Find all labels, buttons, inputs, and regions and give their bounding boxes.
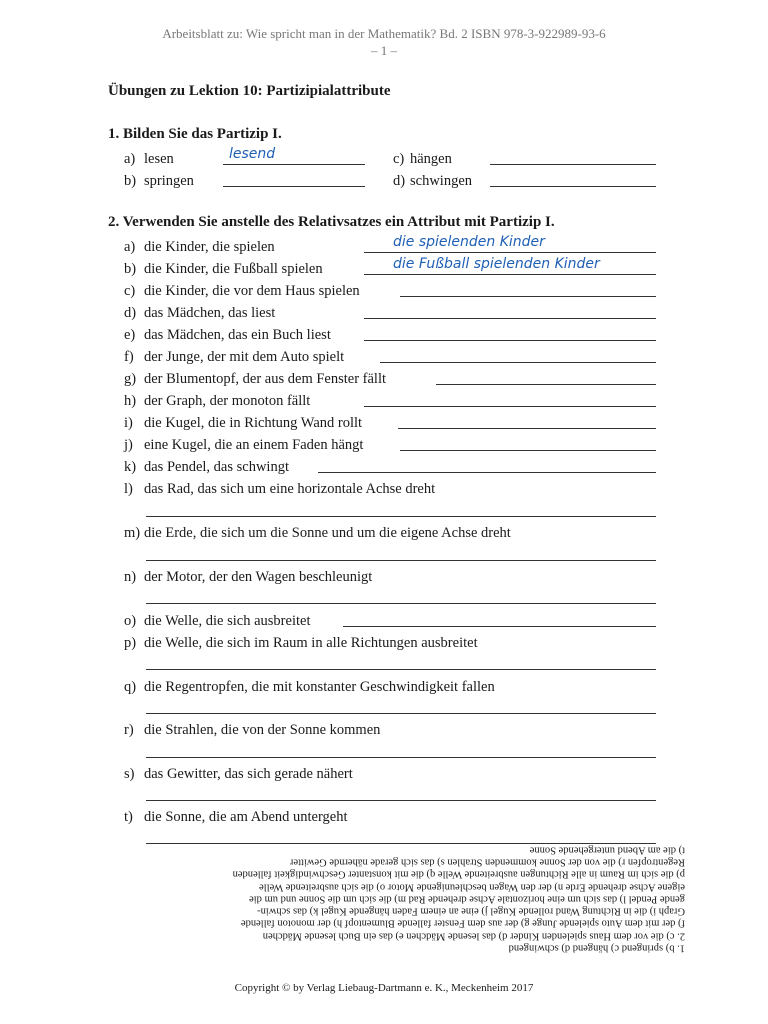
s2-item-p <box>124 634 478 652</box>
s2-item-e <box>124 326 331 344</box>
item-text: die Kinder, die spielen <box>144 239 275 255</box>
answer-line[interactable] <box>343 626 656 627</box>
item-label: b) <box>124 261 137 277</box>
answer-line[interactable] <box>364 340 656 341</box>
answer-key-line: f) der mit dem Auto spielende Junge g) der aus dem Fenster fallende Blumentopf h) der monoton fallende <box>240 918 685 930</box>
document-header <box>0 25 768 59</box>
answer-line[interactable] <box>364 318 656 319</box>
answer-line[interactable] <box>364 274 656 275</box>
answer-line[interactable] <box>146 757 656 758</box>
answer-line[interactable] <box>146 669 656 670</box>
item-text: das Mädchen, das ein Buch liest <box>144 327 331 343</box>
item-label: r) <box>124 722 134 738</box>
item-label: c) <box>124 283 136 299</box>
answer-line[interactable] <box>223 186 365 187</box>
s1-item-d <box>393 172 473 190</box>
item-text: das Rad, das sich um eine horizontale Achse dreht <box>144 481 436 497</box>
item-text: springen <box>144 173 194 189</box>
item-text: das Mädchen, das liest <box>144 305 276 321</box>
handwritten-answer: die spielenden Kinder <box>393 234 545 250</box>
item-label: i) <box>124 415 133 431</box>
item-label: k) <box>124 459 137 475</box>
answer-line[interactable] <box>146 516 656 517</box>
copyright-footer: Copyright © by Verlag Liebaug-Dartmann e. K., Meckenheim 2017 <box>234 982 534 994</box>
item-text: der Junge, der mit dem Auto spielt <box>144 349 345 365</box>
s2-item-j <box>124 436 364 454</box>
s2-item-b <box>124 260 323 278</box>
s2-item-s <box>124 765 353 783</box>
s2-item-m <box>124 524 511 542</box>
item-label: c) <box>393 151 405 167</box>
item-label: f) <box>124 349 134 365</box>
s2-item-o <box>124 612 311 630</box>
item-text: der Blumentopf, der aus dem Fenster fällt <box>144 371 387 387</box>
s2-item-r <box>124 721 381 739</box>
answer-line[interactable] <box>400 296 656 297</box>
s1-item-c <box>393 150 452 168</box>
answer-key-line: Graph i) die in Richtung Wand rollende Kugel j) eine an einem Faden hängende Kugel k) das schwin- <box>257 905 685 917</box>
s2-item-c <box>124 282 360 300</box>
item-text: das Gewitter, das sich gerade nähert <box>144 766 353 782</box>
section1-heading: 1. Bilden Sie das Partizip I. <box>108 126 282 142</box>
page-title: Übungen zu Lektion 10: Partizipialattribute <box>108 83 391 99</box>
s2-item-f <box>124 348 345 366</box>
item-label: o) <box>124 613 137 629</box>
item-text: lesen <box>144 151 174 167</box>
answer-key-line: Regentropfen r) die von der Sonne kommenden Strahlen s) das sich gerade nähernde Gewitter <box>289 856 685 868</box>
s2-item-i <box>124 414 363 432</box>
answer-line[interactable] <box>146 603 656 604</box>
s2-item-a <box>124 238 275 256</box>
item-label: d) <box>393 173 406 189</box>
answer-line[interactable] <box>380 362 656 363</box>
answer-key-line: t) die am Abend untergehende Sonne <box>529 844 685 856</box>
answer-line[interactable] <box>146 713 656 714</box>
answer-line[interactable] <box>400 450 656 451</box>
item-label: a) <box>124 151 136 167</box>
s2-item-h <box>124 392 311 410</box>
item-label: n) <box>124 569 137 585</box>
item-text: der Graph, der monoton fällt <box>144 393 311 409</box>
item-text: die Welle, die sich ausbreitet <box>144 613 311 629</box>
item-text: die Regentropfen, die mit konstanter Geschwindigkeit fallen <box>144 679 495 695</box>
item-text: eine Kugel, die an einem Faden hängt <box>144 437 364 453</box>
s2-item-t <box>124 808 348 826</box>
item-text: schwingen <box>410 173 473 189</box>
item-text: die Kinder, die Fußball spielen <box>144 261 323 277</box>
answer-key-line: 2. c) die vor dem Haus spielenden Kinder d) das lesende Mädchen e) das ein Buch lesende Mädchen <box>262 930 685 942</box>
item-text: die Welle, die sich im Raum in alle Richtungen ausbreitet <box>144 635 478 651</box>
handwritten-answer: lesend <box>229 146 276 162</box>
item-text: die Kugel, die in Richtung Wand rollt <box>144 415 363 431</box>
header-source: Arbeitsblatt zu: Wie spricht man in der Mathematik? Bd. 2 ISBN 978-3-922989-93-6 <box>162 26 606 41</box>
section2-heading: 2. Verwenden Sie anstelle des Relativsatzes ein Attribut mit Partizip I. <box>108 214 555 230</box>
s2-item-g <box>124 370 387 388</box>
item-label: s) <box>124 766 135 782</box>
item-label: t) <box>124 809 133 825</box>
answer-key-line: eigene Achse drehende Erde n) der den Wagen beschleunigende Motor o) die sich ausbreitende Welle <box>259 881 685 893</box>
s1-item-a <box>124 150 174 168</box>
item-label: d) <box>124 305 137 321</box>
s2-item-k <box>124 458 289 476</box>
answer-line[interactable] <box>398 428 656 429</box>
answer-line[interactable] <box>364 406 656 407</box>
answer-key-line: p) die sich im Raum in alle Richtungen ausbreitende Welle q) die mit konstanter Geschwindigkeit fallenden <box>232 868 685 880</box>
item-label: q) <box>124 679 137 695</box>
answer-line[interactable] <box>364 252 656 253</box>
handwritten-answer: die Fußball spielenden Kinder <box>393 256 600 272</box>
answer-key-upside-down <box>95 843 685 954</box>
item-label: j) <box>124 437 133 453</box>
answer-line[interactable] <box>146 800 656 801</box>
item-text: das Pendel, das schwingt <box>144 459 289 475</box>
item-label: l) <box>124 481 133 497</box>
item-text: die Sonne, die am Abend untergeht <box>144 809 348 825</box>
s2-item-l <box>124 480 436 498</box>
page-number: – 1 – <box>371 43 397 58</box>
s2-item-q <box>124 678 495 696</box>
answer-line[interactable] <box>436 384 656 385</box>
answer-key-line: gende Pendel l) das sich um eine horizontale Achse drehende Rad m) die sich um die Sonne und um die <box>249 893 685 905</box>
item-text: die Strahlen, die von der Sonne kommen <box>144 722 381 738</box>
answer-line[interactable] <box>318 472 656 473</box>
answer-line[interactable] <box>146 560 656 561</box>
item-label: e) <box>124 327 136 343</box>
answer-key-line: 1. b) springend c) hängend d) schwingend <box>508 942 685 954</box>
s2-item-d <box>124 304 276 322</box>
answer-line[interactable] <box>490 164 656 165</box>
answer-line[interactable] <box>490 186 656 187</box>
item-label: h) <box>124 393 137 409</box>
s1-item-b <box>124 172 194 190</box>
item-label: b) <box>124 173 137 189</box>
item-text: der Motor, der den Wagen beschleunigt <box>144 569 373 585</box>
item-label: p) <box>124 635 137 651</box>
item-text: die Kinder, die vor dem Haus spielen <box>144 283 360 299</box>
item-label: m) <box>124 525 141 541</box>
s2-item-n <box>124 568 373 586</box>
answer-line[interactable] <box>223 164 365 165</box>
item-label: g) <box>124 371 137 387</box>
item-label: a) <box>124 239 136 255</box>
item-text: die Erde, die sich um die Sonne und um die eigene Achse dreht <box>144 525 511 541</box>
item-text: hängen <box>410 151 452 167</box>
